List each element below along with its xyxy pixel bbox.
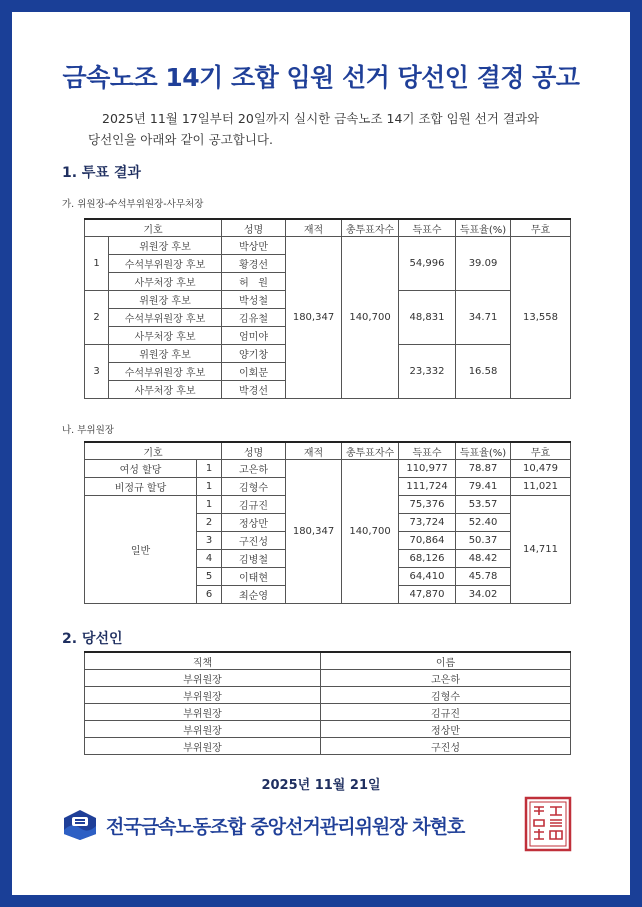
header-name: 성명 <box>222 442 286 460</box>
header-name: 이름 <box>321 652 571 670</box>
header-name: 성명 <box>222 219 286 237</box>
vice-chair-results-table <box>84 441 571 604</box>
vote-rate: 16.58 <box>456 345 511 399</box>
intro-line: 2025년 11월 17일부터 20일까지 실시한 금속노조 14기 조합 임원 선거 결과와 <box>102 111 540 126</box>
candidate-name: 정상만 <box>222 514 286 532</box>
registered-count: 180,347 <box>286 237 342 399</box>
candidate-name: 구진성 <box>222 532 286 550</box>
winner-position: 부위원장 <box>85 670 321 687</box>
position-cell: 사무처장 후보 <box>109 327 222 345</box>
votes-count: 64,410 <box>399 568 456 586</box>
winner-name: 정상만 <box>321 721 571 738</box>
header-no: 기호 <box>85 219 222 237</box>
candidate-number: 1 <box>197 496 222 514</box>
header-registered: 재적 <box>286 442 342 460</box>
votes-count: 111,724 <box>399 478 456 496</box>
table-row <box>85 687 571 704</box>
table-row <box>85 460 571 478</box>
header-total-voters: 총투표자수 <box>342 442 399 460</box>
signature-text: 전국금속노동조합 중앙선거관리위원장 차현호 <box>106 816 465 838</box>
votes-count: 70,864 <box>399 532 456 550</box>
candidate-name: 엄미야 <box>222 327 286 345</box>
winner-name: 구진성 <box>321 738 571 755</box>
category-cell: 여성 할당 <box>85 460 197 478</box>
candidate-name: 양기창 <box>222 345 286 363</box>
header-invalid: 무효 <box>511 442 571 460</box>
subsection-vice-chair: 나. 부위원장 <box>62 425 114 436</box>
candidate-name: 박성철 <box>222 291 286 309</box>
table-row <box>85 237 571 255</box>
candidate-name: 박상만 <box>222 237 286 255</box>
notice-date: 2025년 11월 21일 <box>261 778 381 793</box>
header-no: 기호 <box>85 442 222 460</box>
invalid-count: 10,479 <box>511 460 571 478</box>
union-emblem-icon <box>60 808 100 842</box>
candidate-number: 1 <box>197 478 222 496</box>
votes-count: 23,332 <box>399 345 456 399</box>
candidate-name: 김규진 <box>222 496 286 514</box>
votes-count: 48,831 <box>399 291 456 345</box>
vote-rate: 53.57 <box>456 496 511 514</box>
header-position: 직책 <box>85 652 321 670</box>
vote-rate: 79.41 <box>456 478 511 496</box>
vote-rate: 48.42 <box>456 550 511 568</box>
candidate-number: 2 <box>197 514 222 532</box>
candidate-name: 황경선 <box>222 255 286 273</box>
position-cell: 위원장 후보 <box>109 291 222 309</box>
vote-rate: 39.09 <box>456 237 511 291</box>
vote-rate: 45.78 <box>456 568 511 586</box>
header-registered: 재적 <box>286 219 342 237</box>
page-title: 금속노조 14기 조합 임원 선거 당선인 결정 공고 <box>62 63 580 92</box>
leadership-results-table <box>84 218 571 399</box>
candidate-number: 3 <box>197 532 222 550</box>
position-cell: 수석부위원장 후보 <box>109 309 222 327</box>
official-seal-icon <box>524 796 572 852</box>
invalid-count: 11,021 <box>511 478 571 496</box>
table-row <box>85 721 571 738</box>
winners-table <box>84 651 571 755</box>
ticket-number: 2 <box>85 291 109 345</box>
intro-line: 당선인을 아래와 같이 공고합니다. <box>88 132 273 147</box>
vote-rate: 34.02 <box>456 586 511 604</box>
vote-rate: 50.37 <box>456 532 511 550</box>
header-rate: 득표율(%) <box>456 442 511 460</box>
candidate-number: 4 <box>197 550 222 568</box>
position-cell: 위원장 후보 <box>109 345 222 363</box>
header-total-voters: 총투표자수 <box>342 219 399 237</box>
category-cell: 일반 <box>85 496 197 604</box>
table-row <box>85 670 571 687</box>
intro-paragraph <box>88 108 588 150</box>
position-cell: 수석부위원장 후보 <box>109 363 222 381</box>
category-cell: 비정규 할당 <box>85 478 197 496</box>
header-votes: 득표수 <box>399 442 456 460</box>
winner-name: 김형수 <box>321 687 571 704</box>
candidate-name: 김병철 <box>222 550 286 568</box>
position-cell: 사무처장 후보 <box>109 381 222 399</box>
position-cell: 수석부위원장 후보 <box>109 255 222 273</box>
candidate-name: 김형수 <box>222 478 286 496</box>
candidate-number: 6 <box>197 586 222 604</box>
vote-rate: 52.40 <box>456 514 511 532</box>
section-winners: 2. 당선인 <box>62 631 123 647</box>
invalid-count: 14,711 <box>511 496 571 604</box>
ticket-number: 1 <box>85 237 109 291</box>
votes-count: 110,977 <box>399 460 456 478</box>
candidate-name: 박경선 <box>222 381 286 399</box>
position-cell: 사무처장 후보 <box>109 273 222 291</box>
candidate-name: 최순영 <box>222 586 286 604</box>
votes-count: 68,126 <box>399 550 456 568</box>
vote-rate: 34.71 <box>456 291 511 345</box>
section-vote-results: 1. 투표 결과 <box>62 165 141 181</box>
candidate-name: 고은하 <box>222 460 286 478</box>
winner-position: 부위원장 <box>85 738 321 755</box>
winner-position: 부위원장 <box>85 721 321 738</box>
candidate-number: 1 <box>197 460 222 478</box>
ticket-number: 3 <box>85 345 109 399</box>
subsection-leadership: 가. 위원장-수석부위원장-사무처장 <box>62 199 204 210</box>
notice-page <box>12 12 630 895</box>
votes-count: 54,996 <box>399 237 456 291</box>
winner-position: 부위원장 <box>85 687 321 704</box>
votes-count: 47,870 <box>399 586 456 604</box>
candidate-name: 이회문 <box>222 363 286 381</box>
header-votes: 득표수 <box>399 219 456 237</box>
winner-name: 김규진 <box>321 704 571 721</box>
position-cell: 위원장 후보 <box>109 237 222 255</box>
candidate-name: 김유철 <box>222 309 286 327</box>
candidate-name: 이태현 <box>222 568 286 586</box>
signature-line <box>60 808 530 842</box>
invalid-count: 13,558 <box>511 237 571 399</box>
table-row <box>85 738 571 755</box>
registered-count: 180,347 <box>286 460 342 604</box>
winner-position: 부위원장 <box>85 704 321 721</box>
votes-count: 73,724 <box>399 514 456 532</box>
votes-count: 75,376 <box>399 496 456 514</box>
table-row <box>85 704 571 721</box>
total-voters-count: 140,700 <box>342 237 399 399</box>
candidate-number: 5 <box>197 568 222 586</box>
header-invalid: 무효 <box>511 219 571 237</box>
vote-rate: 78.87 <box>456 460 511 478</box>
header-rate: 득표율(%) <box>456 219 511 237</box>
winner-name: 고은하 <box>321 670 571 687</box>
candidate-name: 허 원 <box>222 273 286 291</box>
total-voters-count: 140,700 <box>342 460 399 604</box>
